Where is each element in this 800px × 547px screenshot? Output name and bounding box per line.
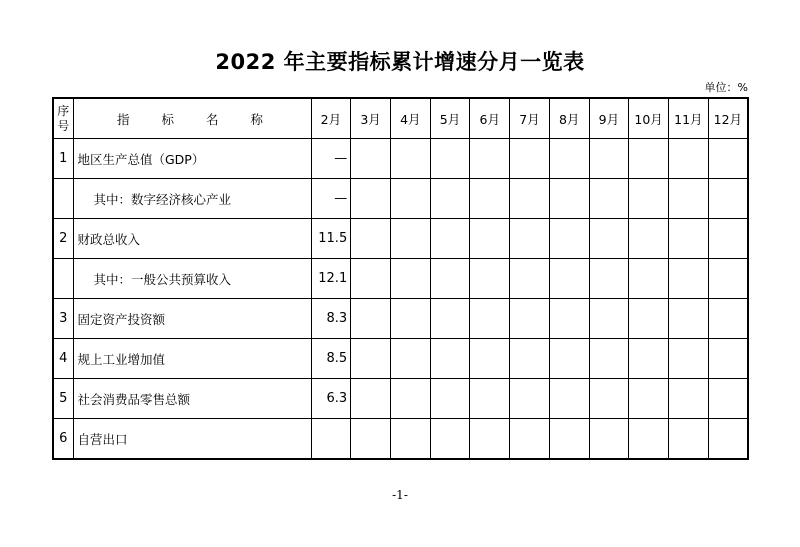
row-month-value — [510, 179, 550, 219]
row-indicator-name: 社会消费品零售总额 — [73, 379, 311, 419]
row-month-value — [668, 259, 708, 299]
row-month-value — [589, 259, 629, 299]
row-month-value — [708, 219, 748, 259]
row-month-value: 12.1 — [311, 259, 351, 299]
row-month-value: 8.5 — [311, 339, 351, 379]
table-row — [53, 219, 748, 259]
row-month-value: — — [311, 139, 351, 179]
table-row — [53, 259, 748, 299]
row-month-value — [549, 339, 589, 379]
row-index: 4 — [53, 339, 73, 379]
row-month-value — [351, 139, 391, 179]
row-month-value — [351, 299, 391, 339]
table-row — [53, 299, 748, 339]
table-body — [53, 139, 748, 460]
row-indicator-name: 规上工业增加值 — [73, 339, 311, 379]
row-month-value — [470, 419, 510, 460]
row-month-value — [390, 219, 430, 259]
row-month-value — [510, 299, 550, 339]
row-month-value — [549, 379, 589, 419]
row-month-value — [549, 259, 589, 299]
table-row — [53, 379, 748, 419]
row-indicator-name: 固定资产投资额 — [73, 299, 311, 339]
header-month: 4月 — [390, 98, 430, 139]
row-month-value — [430, 139, 470, 179]
row-month-value — [668, 219, 708, 259]
row-month-value — [430, 299, 470, 339]
row-month-value — [668, 139, 708, 179]
row-month-value — [430, 179, 470, 219]
header-month: 3月 — [351, 98, 391, 139]
header-month: 6月 — [470, 98, 510, 139]
row-index: 2 — [53, 219, 73, 259]
row-month-value — [589, 339, 629, 379]
row-month-value — [629, 259, 669, 299]
row-month-value — [470, 179, 510, 219]
row-month-value — [390, 379, 430, 419]
table-header-row — [53, 98, 748, 139]
unit-label: 单位：% — [704, 81, 748, 94]
row-month-value — [470, 139, 510, 179]
table-row — [53, 179, 748, 219]
row-month-value — [629, 139, 669, 179]
row-month-value — [311, 419, 351, 460]
row-indicator-name: 自营出口 — [73, 419, 311, 460]
row-month-value — [629, 419, 669, 460]
row-month-value — [589, 299, 629, 339]
row-month-value — [430, 419, 470, 460]
row-month-value — [470, 259, 510, 299]
row-month-value — [549, 299, 589, 339]
row-month-value — [390, 139, 430, 179]
row-month-value — [708, 379, 748, 419]
row-month-value — [510, 259, 550, 299]
row-month-value — [510, 339, 550, 379]
header-month: 12月 — [708, 98, 748, 139]
row-month-value — [390, 179, 430, 219]
row-month-value — [708, 259, 748, 299]
row-month-value — [351, 419, 391, 460]
row-month-value — [629, 299, 669, 339]
row-month-value — [708, 299, 748, 339]
header-month: 11月 — [668, 98, 708, 139]
row-month-value — [668, 419, 708, 460]
row-month-value — [668, 339, 708, 379]
row-month-value — [549, 139, 589, 179]
row-index: 6 — [53, 419, 73, 460]
row-month-value — [589, 139, 629, 179]
table-row — [53, 419, 748, 460]
row-month-value — [668, 299, 708, 339]
row-index: 5 — [53, 379, 73, 419]
row-month-value — [430, 219, 470, 259]
row-month-value — [351, 379, 391, 419]
row-month-value — [351, 339, 391, 379]
row-month-value — [708, 339, 748, 379]
row-index: 1 — [53, 139, 73, 179]
row-month-value — [430, 259, 470, 299]
row-month-value — [510, 379, 550, 419]
row-month-value — [708, 179, 748, 219]
row-index: 3 — [53, 299, 73, 339]
row-month-value — [629, 379, 669, 419]
row-month-value — [470, 219, 510, 259]
header-month: 9月 — [589, 98, 629, 139]
row-month-value — [351, 219, 391, 259]
row-month-value — [430, 339, 470, 379]
row-month-value — [549, 219, 589, 259]
row-month-value — [668, 379, 708, 419]
table-row — [53, 339, 748, 379]
row-month-value — [549, 179, 589, 219]
row-month-value — [589, 179, 629, 219]
row-month-value — [589, 379, 629, 419]
row-month-value — [390, 299, 430, 339]
row-month-value — [470, 339, 510, 379]
row-month-value — [390, 419, 430, 460]
row-month-value — [470, 299, 510, 339]
header-month: 10月 — [629, 98, 669, 139]
row-indicator-name: 财政总收入 — [73, 219, 311, 259]
row-month-value — [510, 219, 550, 259]
row-month-value — [510, 419, 550, 460]
row-month-value — [549, 419, 589, 460]
row-month-value — [629, 339, 669, 379]
header-name: 指 标 名 称 — [73, 98, 311, 139]
row-month-value — [351, 259, 391, 299]
page-number: -1- — [392, 488, 408, 502]
row-indicator-name: 其中：数字经济核心产业 — [73, 179, 311, 219]
row-indicator-name: 其中：一般公共预算收入 — [73, 259, 311, 299]
row-month-value — [629, 179, 669, 219]
row-index — [53, 179, 73, 219]
table-row — [53, 139, 748, 179]
row-month-value — [708, 139, 748, 179]
row-month-value — [629, 219, 669, 259]
header-month: 8月 — [549, 98, 589, 139]
row-month-value — [510, 139, 550, 179]
row-month-value — [390, 339, 430, 379]
row-month-value: 8.3 — [311, 299, 351, 339]
header-index: 序号 — [53, 98, 73, 139]
row-month-value — [430, 379, 470, 419]
row-month-value — [470, 379, 510, 419]
indicator-table — [52, 97, 749, 460]
row-month-value — [668, 179, 708, 219]
row-month-value: 6.3 — [311, 379, 351, 419]
row-index — [53, 259, 73, 299]
row-month-value — [390, 259, 430, 299]
row-month-value — [351, 179, 391, 219]
row-indicator-name: 地区生产总值（GDP） — [73, 139, 311, 179]
row-month-value — [589, 419, 629, 460]
row-month-value: — — [311, 179, 351, 219]
header-month: 2月 — [311, 98, 351, 139]
row-month-value: 11.5 — [311, 219, 351, 259]
header-month: 7月 — [510, 98, 550, 139]
row-month-value — [589, 219, 629, 259]
header-month: 5月 — [430, 98, 470, 139]
row-month-value — [708, 419, 748, 460]
page-title: 2022 年主要指标累计增速分月一览表 — [215, 50, 585, 74]
